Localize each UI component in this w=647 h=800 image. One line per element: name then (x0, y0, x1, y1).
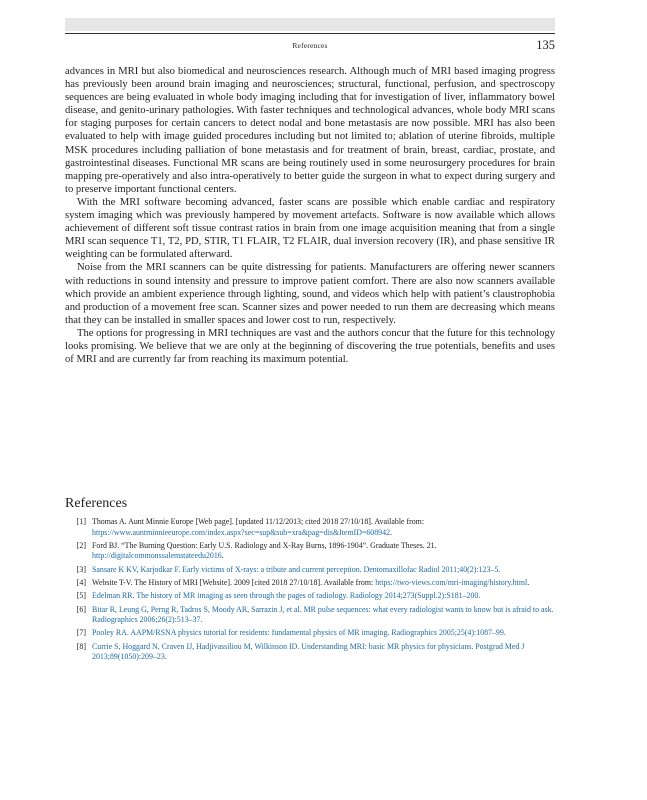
reference-item (65, 578, 557, 589)
reference-number: [6] (76, 604, 86, 614)
reference-text (92, 605, 557, 626)
paragraph: Noise from the MRI scanners can be quite distressing for patients. Manufacturers are offering newer scanners with reductions in sound intensity and pressure to improve patient comfort. There are also now scanners available which provide an ambient experience through lighting, sound, and videos which help with patient’s claustrophobia and production of a movement free scan. Scanner sizes and power needed to run them are decreasing which means that they can be installed in smaller spaces and lower cost to run, respectively. (65, 262, 555, 326)
reference-number: [8] (76, 641, 86, 651)
reference-link[interactable]: Sansare K KV, Karjodkar F. Early victims of X-rays: a tribute and current perception. Dentomaxillofac Radiol 2011;40(2):123–5. (92, 564, 501, 574)
reference-text (92, 642, 557, 663)
reference-item (65, 517, 557, 538)
reference-citation: Ford BJ. “The Burning Question: Early U.S. Radiology and X-Ray Burns, 1896-1904”. Graduate Theses. 21. (92, 540, 437, 550)
reference-number: [2] (76, 540, 86, 550)
reference-item (65, 642, 557, 663)
reference-text (92, 591, 557, 602)
reference-item (65, 565, 557, 576)
reference-number: [7] (76, 628, 86, 638)
reference-number: [5] (76, 591, 86, 601)
reference-number: [3] (76, 564, 86, 574)
reference-text (92, 565, 557, 576)
reference-text (92, 517, 557, 538)
reference-item (65, 591, 557, 602)
reference-text (92, 541, 557, 562)
reference-number: [4] (76, 578, 86, 588)
running-head (65, 33, 555, 50)
page-number: 135 (536, 38, 555, 52)
references-heading: References (65, 496, 128, 511)
paragraph: The options for progressing in MRI techniques are vast and the authors concur that the future for this technology looks promising. We believe that we are only at the beginning of discovering the true potentials, benefits and uses of MRI and are currently far from reaching its maximum potential. (65, 327, 555, 366)
reference-link[interactable]: Edelman RR. The history of MR imaging as seen through the pages of radiology. Radiology 2014;273(Suppl.2):S181–200. (92, 591, 481, 601)
reference-item (65, 541, 557, 562)
running-title: References (292, 41, 328, 50)
reference-text (92, 628, 557, 639)
reference-link[interactable]: Pooley RA. AAPM/RSNA physics tutorial for residents: fundamental physics of MR imaging. Radiographics 2005;25(4):1087–99. (92, 628, 506, 638)
reference-text (92, 578, 557, 589)
reference-citation: Website T-V. The History of MRI [Website]. 2009 [cited 2018 27/10/18]. Available from: (92, 578, 376, 588)
reference-tail: . (221, 551, 224, 561)
reference-tail: . (527, 578, 530, 588)
reference-number: [1] (76, 517, 86, 526)
reference-link[interactable]: http://digitalcommonssalemstateedu2016 (92, 551, 222, 561)
paragraph: With the MRI software becoming advanced, faster scans are possible which enable cardiac and respiratory system imaging which was previously hampered by movement artefacts. Software is now available which allows achievement of different soft tissue contrast ratios in brain from one image acquisition meaning that from a single MRI scan sequence T1, T2, PD, STIR, T1 FLAIR, T2 FLAIR, dual inversion recovery (IR), and phase sensitive IR weighting can be formulated afterward. (65, 196, 555, 261)
reference-list (65, 517, 557, 666)
reference-link[interactable]: Currie S, Hoggard N, Craven IJ, Hadjivassiliou M, Wilkinson ID. Understanding MRI: basic MR physics for physicians. Postgrad Med J 2013;89(1050):209–23. (92, 641, 525, 662)
header-shade-bar (65, 18, 555, 31)
reference-tail: . (390, 527, 392, 537)
reference-item (65, 628, 557, 639)
reference-item (65, 605, 557, 626)
paragraph: advances in MRI but also biomedical and neurosciences research. Although much of MRI based imaging progress has previously been around brain imaging and neurosciences; structural, functional, perfusion, and spectroscopy sequences are being evaluated in whole body imaging including that for investigation of liver, inflammatory bowel disease, and genito-urinary pathologies. With faster techniques and technological advances, whole body MRI scans for staging purposes for certain cancers to detect nodal and bone metastasis are now possible. MRI has also been evaluated to help with image guided procedures including but not limited to; ablation of uterine fibroids, multiple MSK procedures including palliation of bone metastasis and for treatment of brain, breast, cardiac, prostate, and gastrointestinal diseases. Functional MR scans are being routinely used in some neurosurgery procedures for brain mapping pre-operatively and also intra-operatively to better guide the surgeon in what to expect during surgery and to preserve important functional centers. (65, 66, 555, 195)
reference-link[interactable]: https://www.auntminnieeurope.com/index.aspx?sec=sup&sub=xra&pag=dis&ItemID=608942 (92, 527, 391, 537)
body-text (65, 65, 555, 366)
reference-link[interactable]: https://two-views.com/mri-imaging/history.html (375, 578, 528, 588)
reference-citation: Thomas A. Aunt Minnie Europe [Web page]. [updated 11/12/2013; cited 2018 27/10/18]. Available from: (92, 517, 425, 526)
reference-link[interactable]: Bitar R, Leung G, Perng R, Tadros S, Moody AR, Sarrazin J, et al. MR pulse sequences: what every radiologist wants to know but is afraid to ask. Radiographics 2006;26(2):513–37. (92, 604, 554, 625)
